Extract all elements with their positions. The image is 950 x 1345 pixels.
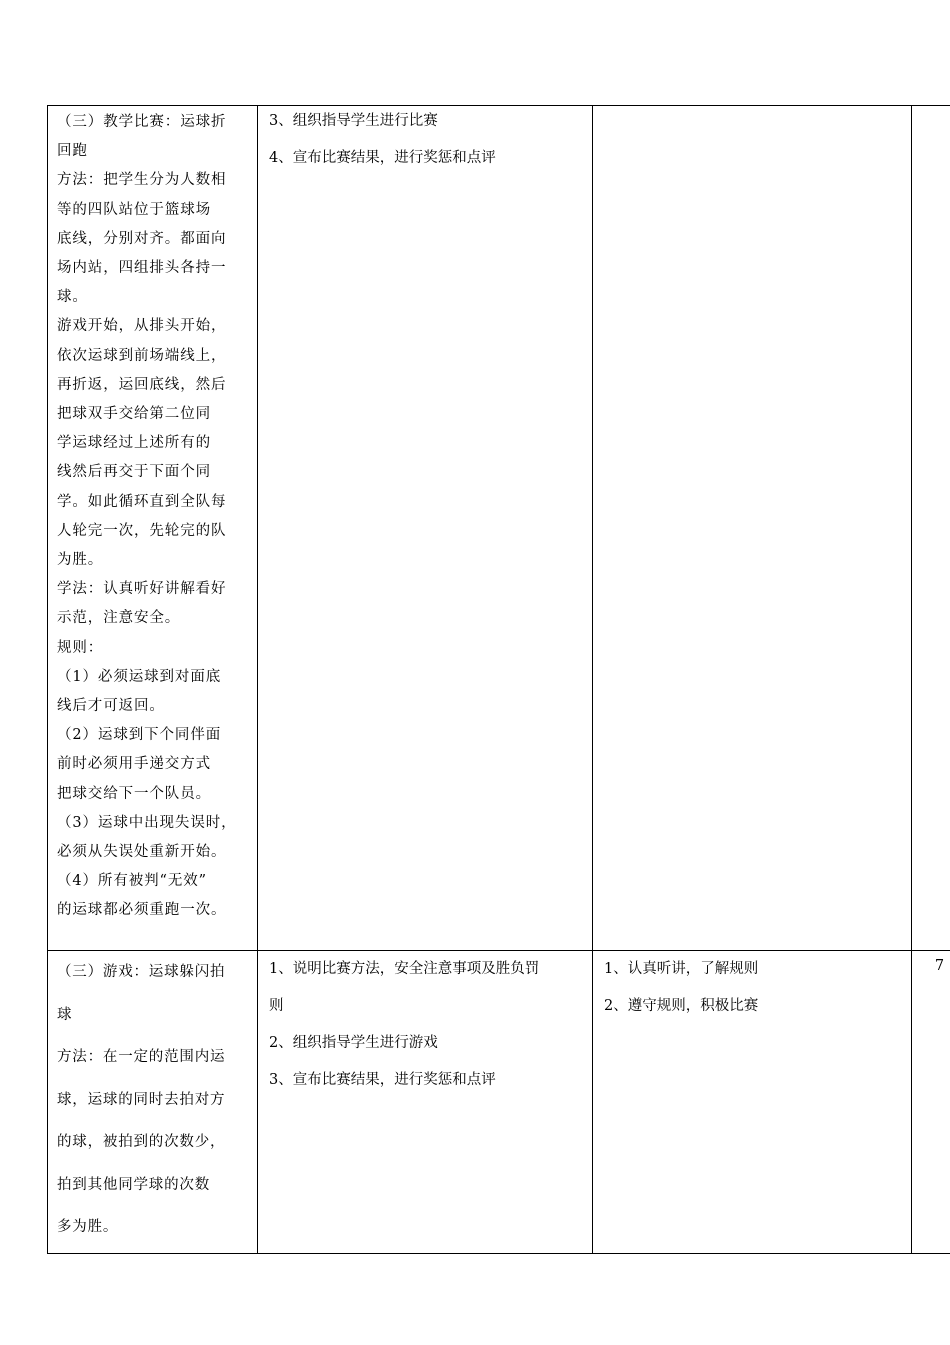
content-line: 示范，注意安全。 xyxy=(57,610,181,627)
teacher-line: 3、组织指导学生进行比赛 xyxy=(269,113,438,129)
time-cell-dodge xyxy=(912,951,950,1254)
content-line: 多为胜。 xyxy=(57,1219,119,1235)
content-line: 拍到其他同学球的次数 xyxy=(57,1176,210,1193)
content-line: 场内站，四组排头各持一 xyxy=(57,260,227,277)
content-line: 等的四队站位于篮球场 xyxy=(57,201,211,218)
content-line: 球。 xyxy=(57,289,88,306)
teacher-line: 则 xyxy=(269,998,284,1014)
content-line: 学法：认真听好讲解看好 xyxy=(57,581,227,598)
content-line: （三）游戏：运球躲闪拍 xyxy=(57,964,226,980)
content-line: 再折返，运回底线，然后 xyxy=(57,376,227,393)
content-line: 前时必须用手递交方式 xyxy=(57,756,211,773)
student-line: 2、遵守规则，积极比赛 xyxy=(604,998,759,1014)
content-line: 球 xyxy=(57,1006,73,1023)
content-cell-dodge xyxy=(48,951,258,1254)
time-cell-relay xyxy=(912,106,950,951)
teacher-activity-cell-relay xyxy=(258,106,593,951)
content-cell-relay xyxy=(48,106,258,951)
content-line: 方法：在一定的范围内运 xyxy=(57,1049,226,1065)
content-line: 依次运球到前场端线上， xyxy=(57,347,227,364)
content-line: 规则： xyxy=(57,639,104,656)
content-line: （三）教学比赛：运球折 xyxy=(57,114,227,130)
content-line: 回跑 xyxy=(57,143,88,160)
teacher-line: 4、宣布比赛结果，进行奖惩和点评 xyxy=(269,150,496,166)
teacher-line: 2、组织指导学生进行游戏 xyxy=(269,1035,438,1051)
content-line: 球，运球的同时去拍对方 xyxy=(57,1091,226,1108)
content-line: （4）所有被判“无效” xyxy=(57,873,207,890)
content-line: 学。如此循环直到全队每 xyxy=(57,493,227,510)
teacher-line: 1、说明比赛方法，安全注意事项及胜负罚 xyxy=(269,961,540,977)
lesson-plan-table xyxy=(47,105,950,1254)
time-value: 7 xyxy=(934,958,945,974)
content-line: 底线，分别对齐。都面向 xyxy=(57,230,227,247)
content-line: 把球双手交给第二位同 xyxy=(57,406,211,423)
student-activity-cell-dodge xyxy=(593,951,912,1254)
content-line: 方法：把学生分为人数相 xyxy=(57,172,227,189)
content-line: （2）运球到下个同伴面 xyxy=(57,727,222,744)
table-row-relay-game xyxy=(48,106,950,951)
content-line: 的运球都必须重跑一次。 xyxy=(57,902,227,919)
content-line: 线后才可返回。 xyxy=(57,698,165,715)
table-row-dodge-game xyxy=(48,951,950,1254)
content-line: 必须从失误处重新开始。 xyxy=(57,844,227,861)
content-line: 人轮完一次，先轮完的队 xyxy=(57,522,227,539)
teacher-line: 3、宣布比赛结果，进行奖惩和点评 xyxy=(269,1072,496,1088)
content-line: 为胜。 xyxy=(57,552,104,569)
content-line: （1）必须运球到对面底 xyxy=(57,668,222,685)
content-line: 的球，被拍到的次数少， xyxy=(57,1134,226,1150)
teacher-activity-cell-dodge xyxy=(258,951,593,1254)
content-line: 线然后再交于下面个同 xyxy=(57,464,211,481)
content-line: （3）运球中出现失误时， xyxy=(57,814,237,831)
student-activity-cell-relay xyxy=(593,106,912,951)
content-line: 游戏开始，从排头开始， xyxy=(57,318,227,335)
student-line: 1、认真听讲，了解规则 xyxy=(604,961,759,977)
content-line: 学运球经过上述所有的 xyxy=(57,435,211,452)
content-line: 把球交给下一个队员。 xyxy=(57,785,211,802)
